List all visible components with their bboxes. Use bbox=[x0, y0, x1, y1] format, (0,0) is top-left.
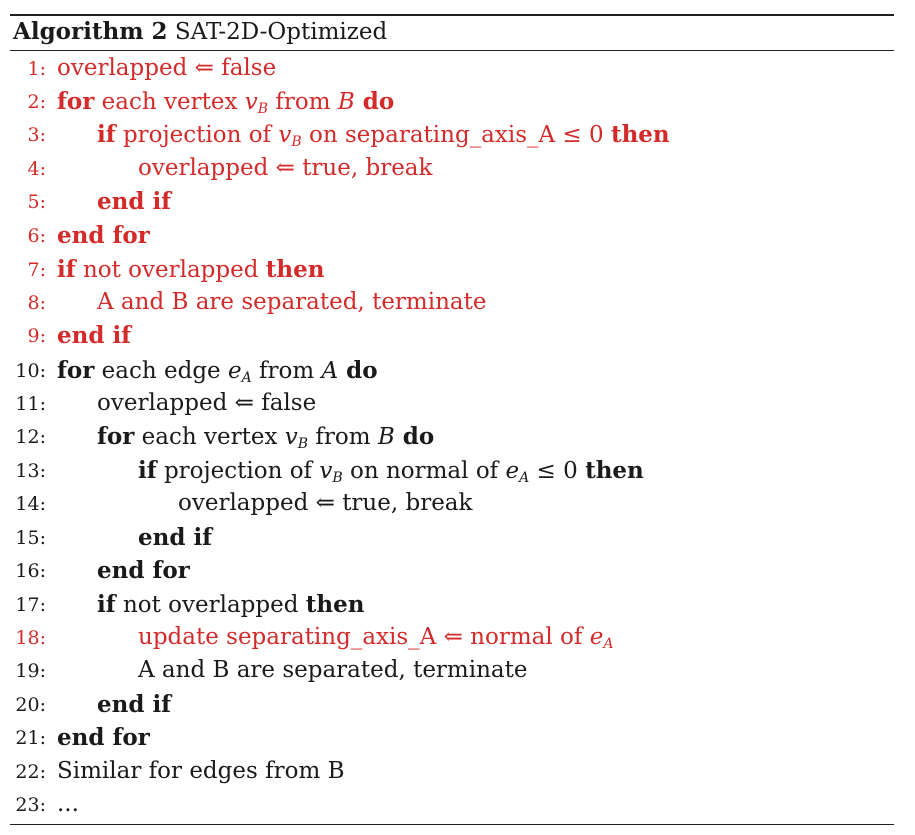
top-rule bbox=[10, 14, 894, 16]
line-text: overlapped ⇐ false bbox=[57, 55, 277, 81]
line-number: 12: bbox=[15, 426, 46, 448]
line-number: 5: bbox=[27, 191, 46, 213]
line-text: end if bbox=[57, 322, 132, 349]
caption-title: SAT-2D-Optimized bbox=[174, 19, 388, 45]
line-number: 22: bbox=[15, 761, 46, 783]
keyword: do bbox=[354, 88, 395, 115]
keyword: for bbox=[57, 88, 95, 115]
line-text: end for bbox=[97, 557, 190, 584]
line-number: 21: bbox=[15, 727, 46, 749]
keyword: do bbox=[394, 423, 435, 450]
line-number: 6: bbox=[27, 225, 46, 247]
keyword: do bbox=[338, 357, 378, 384]
line-text: overlapped ⇐ true, break bbox=[178, 490, 473, 516]
line-text: for each edge $e_A$ from A do bbox=[57, 357, 378, 386]
line-number: 8: bbox=[27, 292, 46, 314]
line-text: end if bbox=[97, 188, 172, 215]
line-text: A and B are separated, terminate bbox=[97, 289, 487, 315]
line-text: ... bbox=[57, 791, 79, 817]
line-number: 4: bbox=[27, 158, 46, 180]
line-number: 9: bbox=[27, 325, 46, 347]
bottom-rule bbox=[10, 824, 894, 825]
line-number: 14: bbox=[15, 493, 46, 515]
line-text: end if bbox=[138, 524, 213, 551]
line-text: A and B are separated, terminate bbox=[138, 657, 528, 683]
keyword: if bbox=[57, 256, 76, 283]
keyword: then bbox=[610, 121, 670, 148]
line-number: 10: bbox=[15, 360, 46, 382]
line-text: for each vertex $v_B$ from B do bbox=[57, 88, 395, 117]
line-number: 20: bbox=[15, 694, 46, 716]
line-text: end for bbox=[57, 222, 150, 249]
keyword: then bbox=[585, 457, 644, 484]
keyword: for bbox=[57, 357, 95, 384]
keyword: if bbox=[97, 591, 116, 618]
line-text: end if bbox=[97, 691, 172, 718]
caption-label: Algorithm 2 bbox=[13, 18, 168, 45]
line-number: 23: bbox=[15, 794, 46, 816]
line-number: 3: bbox=[27, 124, 46, 146]
line-number: 19: bbox=[15, 660, 46, 682]
caption-rule bbox=[10, 50, 894, 51]
line-number: 2: bbox=[27, 91, 46, 113]
line-text: overlapped ⇐ false bbox=[97, 390, 317, 416]
line-number: 1: bbox=[27, 58, 46, 80]
line-text: if not overlapped then bbox=[97, 591, 365, 618]
keyword: for bbox=[97, 423, 135, 450]
keyword: if bbox=[138, 457, 157, 484]
keyword: then bbox=[305, 591, 365, 618]
keyword: if bbox=[97, 121, 116, 148]
algorithm-caption bbox=[13, 18, 387, 45]
line-number: 13: bbox=[15, 460, 46, 482]
line-text: Similar for edges from B bbox=[57, 758, 345, 784]
line-number: 17: bbox=[15, 594, 46, 616]
line-text: for each vertex $v_B$ from B do bbox=[97, 423, 435, 452]
line-number: 18: bbox=[15, 627, 46, 649]
line-number: 11: bbox=[15, 393, 46, 415]
line-text: if projection of $v_B$ on separating_axis_A ≤ 0 then bbox=[97, 121, 670, 150]
line-text: update separating_axis_A ⇐ normal of $e_A$ bbox=[138, 624, 614, 652]
line-number: 15: bbox=[15, 527, 46, 549]
keyword: then bbox=[265, 256, 325, 283]
line-number: 16: bbox=[15, 560, 46, 582]
line-text: if not overlapped then bbox=[57, 256, 325, 283]
line-text: overlapped ⇐ true, break bbox=[138, 155, 433, 181]
line-number: 7: bbox=[27, 259, 46, 281]
line-text: if projection of $v_B$ on normal of $e_A \le 0$ then bbox=[138, 457, 644, 486]
line-text: end for bbox=[57, 724, 150, 751]
